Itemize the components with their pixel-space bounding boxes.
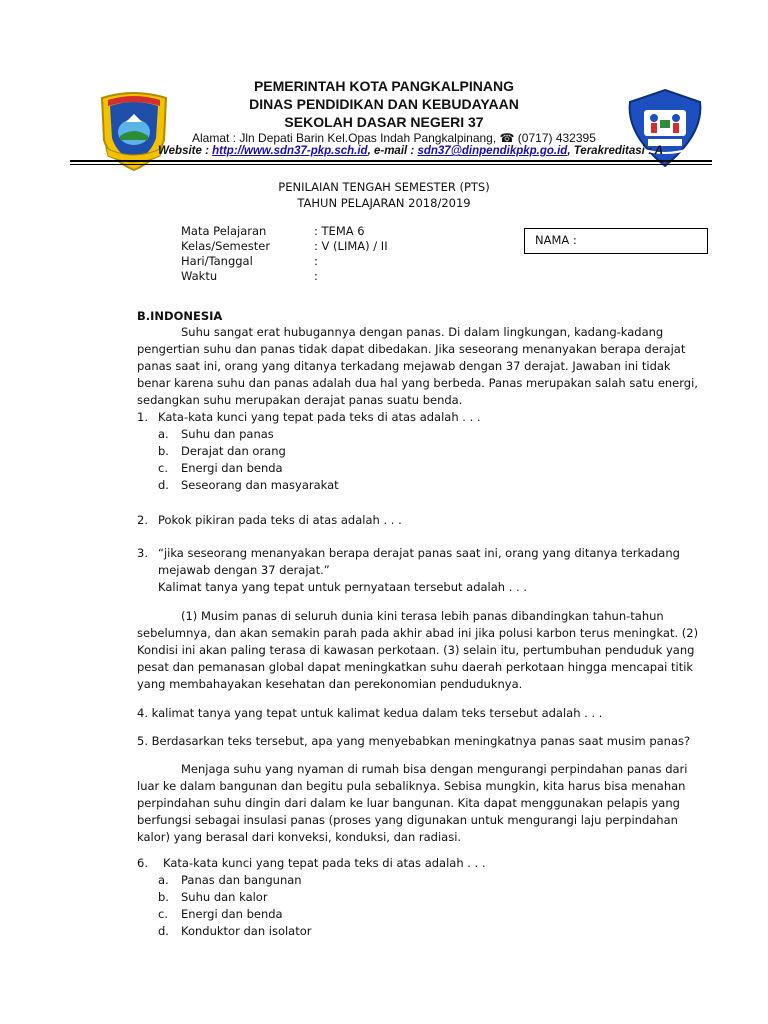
government-title: PEMERINTAH KOTA PANGKALPINANG xyxy=(253,78,515,94)
passage3-line: perpindahan suhu dingin dari dalam ke luar bangunan. Kita dapat menggunakan pelapis yang xyxy=(137,796,680,810)
info-row-date: Hari/Tanggal : xyxy=(181,254,318,268)
question-3-number: 3. xyxy=(137,546,148,560)
option-letter: d. xyxy=(158,924,169,938)
question-3-line: mejawab dengan 37 derajat.” xyxy=(158,563,330,577)
passage2-line: pesat dan pemanasan global dapat meningkatkan suhu daerah perkotaan hingga mencapai titik xyxy=(137,660,694,674)
option-text: Suhu dan panas xyxy=(181,427,274,441)
option-text: Panas dan bangunan xyxy=(181,873,302,887)
website-label: Website : xyxy=(158,145,213,157)
passage2-line: Kondisi ini akan paling terasa di kawasan perkotaan. (3) selain itu, pertumbuhan penduduk yang xyxy=(137,643,695,657)
question-5: 5. Berdasarkan teks tersebut, apa yang menyebabkan meningkatnya panas saat musim panas? xyxy=(137,734,691,748)
header-divider-thin xyxy=(70,164,712,165)
option-text: Konduktor dan isolator xyxy=(181,924,312,938)
exam-year: TAHUN PELAJARAN 2018/2019 xyxy=(297,196,471,210)
exam-info xyxy=(181,224,388,284)
option-letter: d. xyxy=(158,478,169,492)
question-2-number: 2. xyxy=(137,513,148,527)
info-row-time: Waktu : xyxy=(181,269,318,283)
question-2-text: Pokok pikiran pada teks di atas adalah . . . xyxy=(158,513,402,527)
passage2-line: sebelumnya, dan akan semakin parah pada akhir abad ini jika polusi karbon terus meningkat. (2) xyxy=(137,626,699,640)
exam-title: PENILAIAN TENGAH SEMESTER (PTS) xyxy=(278,180,490,194)
passage1-line: pengertian suhu dan panas tidak dapat dibedakan. Jika seseorang menanyakan berapa derajat xyxy=(137,342,686,356)
passage1-line: panas saat ini, orang yang ditanya terkadang mejawab dengan 37 derajat. Jawaban ini tidak xyxy=(137,359,671,373)
passage2-line: yang membahayakan kesehatan dan perekonomian penduduknya. xyxy=(137,677,523,691)
contact-line xyxy=(158,145,663,157)
passage1-line: Suhu sangat erat hubugannya dengan panas. Di dalam lingkungan, kadang-kadang xyxy=(181,325,664,339)
option-text: Derajat dan orang xyxy=(181,444,286,458)
question-3-line: “jika seseorang menanyakan berapa derajat panas saat ini, orang yang ditanya terkadang xyxy=(158,546,680,560)
question-6-number: 6. xyxy=(137,856,148,870)
passage2-line: (1) Musim panas di seluruh dunia kini terasa lebih panas dibandingkan tahun-tahun xyxy=(181,609,664,623)
option-text: Energi dan benda xyxy=(181,907,283,921)
option-text: Suhu dan kalor xyxy=(181,890,268,904)
section-title: B.INDONESIA xyxy=(137,309,223,323)
question-4: 4. kalimat tanya yang tepat untuk kalimat kedua dalam teks tersebut adalah . . . xyxy=(137,706,603,720)
question-1-number: 1. xyxy=(137,410,148,424)
option-text: Energi dan benda xyxy=(181,461,283,475)
question-3-prompt: Kalimat tanya yang tepat untuk pernyataan tersebut adalah . . . xyxy=(158,580,528,594)
question-6-text: Kata-kata kunci yang tepat pada teks di atas adalah . . . xyxy=(163,856,486,870)
department-title: DINAS PENDIDIKAN DAN KEBUDAYAAN xyxy=(249,96,519,112)
name-field[interactable]: NAMA : xyxy=(524,228,708,254)
passage3-line: kalor) yang berasal dari konveksi, konduksi, dan radiasi. xyxy=(137,830,462,844)
passage3-line: berfungsi sebagai insulasi panas (proses yang digunakan untuk mengurangi laju perpindahan xyxy=(137,813,678,827)
passage3-line: luar ke dalam bangunan dan begitu pula sebaliknya. Sebisa mungkin, kita harus bisa menahan xyxy=(137,779,686,793)
school-address: Alamat : Jln Depati Barin Kel.Opas Indah Pangkalpinang, ☎ (0717) 432395 xyxy=(192,131,596,145)
option-letter: a. xyxy=(158,427,169,441)
passage1-line: benar karena suhu dan panas adalah dua hal yang berbeda. Panas merupakan salah satu energi, xyxy=(137,376,698,390)
passage3-line: Menjaga suhu yang nyaman di rumah bisa dengan mengurangi perpindahan panas dari xyxy=(181,762,688,776)
school-name: SEKOLAH DASAR NEGERI 37 xyxy=(284,114,484,130)
website-link[interactable]: http://www.sdn37-pkp.sch.id xyxy=(212,145,368,157)
option-text: Seseorang dan masyarakat xyxy=(181,478,339,492)
option-letter: c. xyxy=(158,461,168,475)
option-letter: a. xyxy=(158,873,169,887)
email-link[interactable]: sdn37@dinpendikpkp.go.id xyxy=(417,145,568,157)
accreditation: , Terakreditasi : A xyxy=(567,145,663,157)
passage1-line: sedangkan suhu merupakan derajat panas suatu benda. xyxy=(137,393,463,407)
info-row-subject: Mata Pelajaran : TEMA 6 xyxy=(181,224,365,238)
option-letter: b. xyxy=(158,444,169,458)
email-label: , e-mail : xyxy=(367,145,418,157)
question-1-text: Kata-kata kunci yang tepat pada teks di atas adalah . . . xyxy=(158,410,481,424)
option-letter: b. xyxy=(158,890,169,904)
info-row-class: Kelas/Semester : V (LIMA) / II xyxy=(181,239,388,253)
header-divider-thick xyxy=(70,160,712,162)
option-letter: c. xyxy=(158,907,168,921)
